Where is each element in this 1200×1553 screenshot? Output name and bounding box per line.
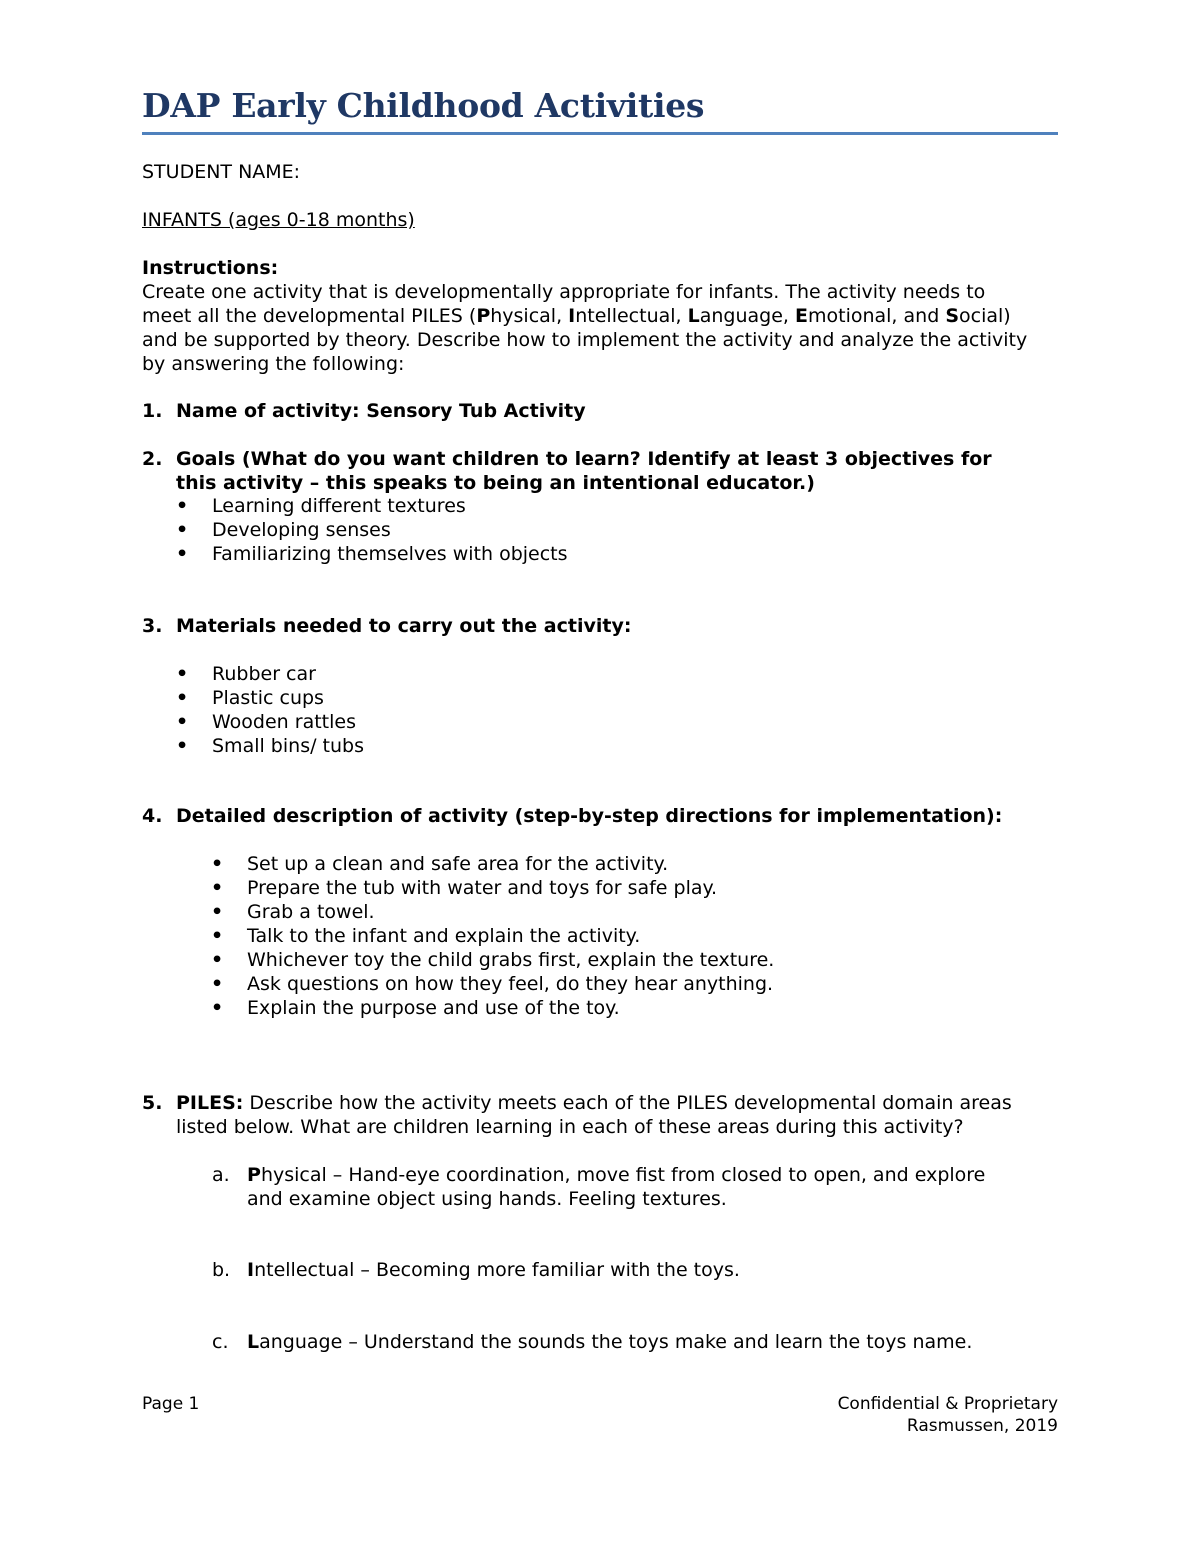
question-number: 1.: [142, 400, 163, 422]
activity-name: Name of activity: Sensory Tub Activity: [176, 400, 586, 422]
materials-heading: Materials needed to carry out the activity:: [176, 615, 632, 637]
bullet-icon: •: [176, 711, 189, 733]
instructions-line: by answering the following:: [142, 353, 405, 375]
bullet-icon: •: [176, 735, 189, 757]
instructions-line: and be supported by theory. Describe how to implement the activity and analyze the activity: [142, 329, 1028, 351]
instructions-line: Create one activity that is developmentally appropriate for infants. The activity needs to: [142, 281, 986, 303]
student-name-label: STUDENT NAME:: [142, 161, 301, 183]
bullet-icon: •: [211, 973, 224, 995]
piles-item-physical-cont: and examine object using hands. Feeling textures.: [247, 1188, 727, 1210]
instructions-label: Instructions:: [142, 257, 279, 279]
question-number: 5.: [142, 1092, 163, 1114]
bullet-icon: •: [211, 901, 224, 923]
item-letter: c.: [212, 1331, 229, 1353]
goals-heading: Goals (What do you want children to learn? Identify at least 3 objectives for: [176, 448, 992, 470]
piles-description: listed below. What are children learning in each of these areas during this activity?: [176, 1116, 964, 1138]
bullet-icon: •: [176, 495, 189, 517]
bullet-icon: •: [176, 687, 189, 709]
bullet-icon: •: [211, 997, 224, 1019]
question-number: 3.: [142, 615, 163, 637]
description-heading: Detailed description of activity (step-by-step directions for implementation):: [176, 805, 1003, 827]
item-letter: b.: [212, 1259, 231, 1281]
goals-heading: this activity – this speaks to being an intentional educator.): [176, 472, 815, 494]
bullet-icon: •: [176, 519, 189, 541]
piles-description: Describe how the activity meets each of the PILES developmental domain areas: [249, 1092, 1012, 1114]
bullet-icon: •: [176, 663, 189, 685]
copyright-notice: Rasmussen, 2019: [906, 1416, 1058, 1436]
bullet-icon: •: [211, 853, 224, 875]
bullet-icon: •: [211, 949, 224, 971]
bullet-icon: •: [176, 543, 189, 565]
section-heading: INFANTS (ages 0-18 months): [142, 209, 415, 231]
bullet-icon: •: [211, 877, 224, 899]
question-number: 2.: [142, 448, 163, 470]
bullet-icon: •: [211, 925, 224, 947]
piles-label: PILES:: [176, 1092, 244, 1114]
page-number: Page 1: [142, 1394, 200, 1414]
item-letter: a.: [212, 1164, 230, 1186]
piles-heading: [176, 1091, 1012, 1115]
confidential-notice: Confidential & Proprietary: [837, 1394, 1058, 1414]
question-number: 4.: [142, 805, 163, 827]
instructions-line: meet all the developmental PILES (Physical, Intellectual, Language, Emotional, and Social): [142, 305, 1011, 327]
document-title: DAP Early Childhood Activities: [142, 86, 705, 125]
title-rule: [142, 132, 1058, 135]
